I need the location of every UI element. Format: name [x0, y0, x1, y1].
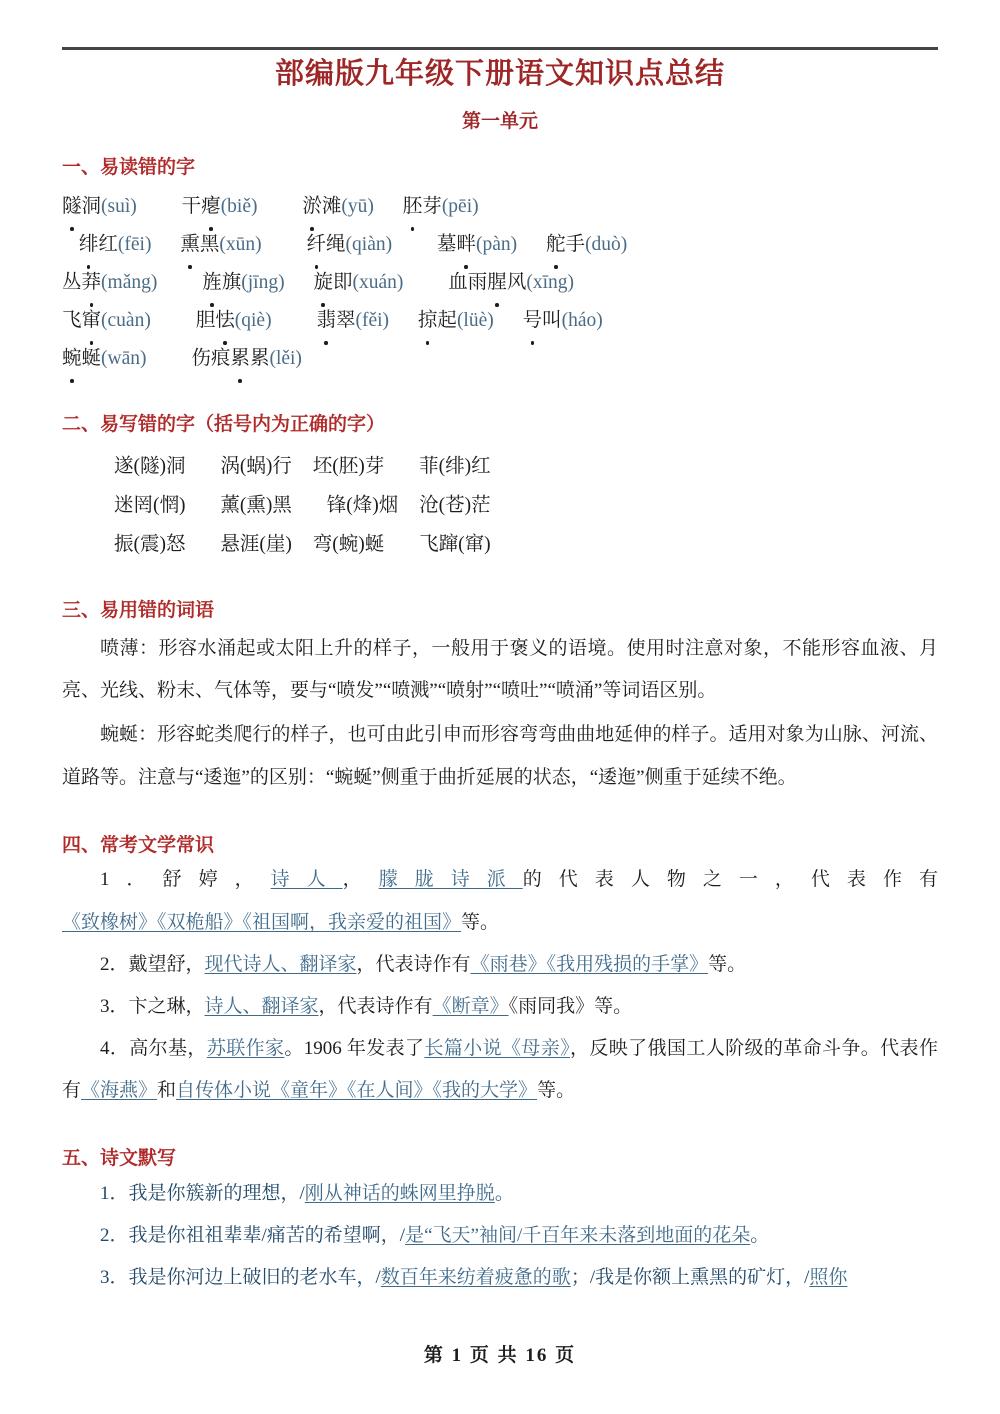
pinyin-row: 丛莽(mǎng) 旌旗(jīng) 旋即(xuán) 血雨腥风(xīng): [62, 264, 938, 302]
item-text: 高尔基，: [129, 1038, 207, 1060]
wrong-char-item: 遂(隧)洞: [114, 455, 186, 477]
section-heading-4: 四、常考文学常识: [62, 834, 215, 856]
item-link: 长篇小说《母亲》: [424, 1038, 571, 1060]
item-link: 朦胧诗派: [378, 869, 523, 891]
item-text: 等。: [708, 953, 747, 975]
item-text: 的代表人物之一，代表作有: [522, 869, 938, 891]
item-text: 和: [157, 1080, 177, 1102]
item-text: 我是你簇新的理想，/: [128, 1183, 305, 1205]
item-number: 4．: [100, 1038, 130, 1060]
page-footer: 第 1 页 共 16 页: [423, 1345, 577, 1366]
wrong-char-item: 飞蹿(窜): [419, 533, 491, 555]
item-text: ，: [342, 869, 379, 891]
page-subtitle: 第一单元: [461, 111, 538, 133]
item-text: 等。: [461, 911, 500, 933]
vocab-paragraph: 喷薄：形容水涌起或太阳上升的样子，一般用于褒义的语境。使用时注意对象，不能形容血液、月亮、光线、粉末、气体等，要与“喷发”“喷溅”“喷射”“喷吐”“喷涌”等词语区别。: [62, 638, 938, 702]
item-link: 诗人: [270, 869, 343, 891]
section-4-body: [62, 859, 938, 1112]
section-heading-1: 一、易读错的字: [62, 157, 196, 179]
item-number: 2．: [100, 953, 129, 975]
item-text: ，代表诗作有: [318, 995, 433, 1017]
item-number: 1．: [100, 869, 163, 891]
page-title: 部编版九年级下册语文知识点总结: [274, 58, 725, 90]
section-heading-3: 三、易用错的词语: [62, 599, 215, 621]
item-link: 《海燕》: [81, 1080, 158, 1102]
section-heading-2: 二、易写错的字（括号内为正确的字）: [62, 413, 386, 435]
wrong-char-item: 薰(熏)黑: [220, 494, 292, 516]
item-text: 卞之琳，: [128, 995, 205, 1017]
item-text: 戴望舒，: [128, 953, 205, 975]
item-number: 3．: [100, 1267, 129, 1289]
item-text: 舒婷，: [162, 869, 271, 891]
literature-item: [62, 859, 938, 943]
item-link: 《雨巷》《我用残损的手掌》: [470, 953, 709, 975]
item-text: 。: [750, 1225, 770, 1247]
item-link: 照你: [809, 1267, 848, 1289]
wrong-char-row: [62, 525, 938, 564]
item-text: ，反映了俄国工人阶级的革命斗争。代表作有: [62, 1038, 938, 1102]
wrong-char-item: 悬涯(崖): [220, 533, 292, 555]
section-2-body: [62, 439, 938, 564]
pinyin-row: 蜿蜒(wān) 伤痕累累(lěi): [62, 340, 938, 378]
item-link: 诗人、翻译家: [204, 995, 319, 1017]
item-number: 3．: [100, 995, 129, 1017]
item-link: 数百年来纺着疲惫的歌: [380, 1267, 571, 1289]
item-text: 等。: [537, 1080, 576, 1102]
header-rule: [62, 47, 938, 50]
item-number: 2．: [100, 1225, 129, 1247]
wrong-char-item: 菲(绯)红: [419, 455, 491, 477]
item-text: 我是你祖祖辈辈/痛苦的希望啊，/: [128, 1225, 406, 1247]
item-text: ，代表诗作有: [356, 953, 471, 975]
vocab-paragraph: 蜿蜒：形容蛇类爬行的样子，也可由此引申而形容弯弯曲曲地延伸的样子。适用对象为山脉、河流、道路等。注意与“逶迤”的区别：“蜿蜒”侧重于曲折延展的状态，“逶迤”侧重于延续不绝。: [62, 724, 938, 788]
section-heading-5: 五、诗文默写: [62, 1148, 177, 1170]
literature-item: [62, 944, 938, 986]
item-link: 《断章》: [432, 995, 509, 1017]
item-link: 自传体小说《童年》《在人间》《我的大学》: [176, 1080, 538, 1102]
wrong-char-item: 弯(蜿)蜒: [312, 533, 385, 555]
item-link: 苏联作家: [206, 1038, 285, 1060]
wrong-char-item: 迷罔(惘): [114, 494, 186, 516]
item-text: ；/我是你额上熏黑的矿灯，/: [570, 1267, 810, 1289]
item-link: 刚从神话的蛛网里挣脱: [304, 1183, 495, 1205]
wrong-char-row: [62, 486, 938, 525]
wrong-char-item: 沧(苍)茫: [419, 494, 491, 516]
section-5-body: [62, 1173, 938, 1300]
section-1-body: [62, 182, 938, 378]
item-link: 《致橡树》《双桅船》《祖国啊，我亲爱的祖国》: [62, 911, 462, 933]
dictation-item: [62, 1173, 938, 1215]
wrong-char-item: 涡(蜗)行: [220, 455, 292, 477]
wrong-char-item: 坯(胚)芽: [312, 455, 385, 477]
wrong-char-row: [62, 447, 938, 486]
literature-item: [62, 986, 938, 1028]
wrong-char-item: 振(震)怒: [114, 533, 186, 555]
item-link: 现代诗人、翻译家: [204, 953, 357, 975]
item-text: 。: [494, 1183, 514, 1205]
pinyin-row: 隧洞(suì) 干瘪(biě) 淤滩(yū) 胚芽(pēi): [62, 188, 938, 226]
literature-item: [62, 1028, 938, 1112]
item-text: 我是你河边上破旧的老水车，/: [128, 1267, 381, 1289]
item-number: 1．: [100, 1183, 129, 1205]
pinyin-row: 飞窜(cuàn) 胆怯(qiè) 翡翠(fěi) 掠起(lüè) 号叫(háo): [62, 302, 938, 340]
wrong-char-item: 锋(烽)烟: [326, 494, 399, 516]
dictation-item: [62, 1215, 938, 1257]
dictation-item: [62, 1257, 938, 1299]
pinyin-row: 绯红(fēi) 熏黑(xūn) 纤绳(qiàn) 墓畔(pàn) 舵手(duò): [62, 226, 938, 264]
item-text: 《雨同我》等。: [508, 995, 633, 1017]
item-link: 是“飞天”袖间/千百年来未落到地面的花朵: [405, 1225, 751, 1247]
item-text: 。1906 年发表了: [284, 1038, 425, 1060]
